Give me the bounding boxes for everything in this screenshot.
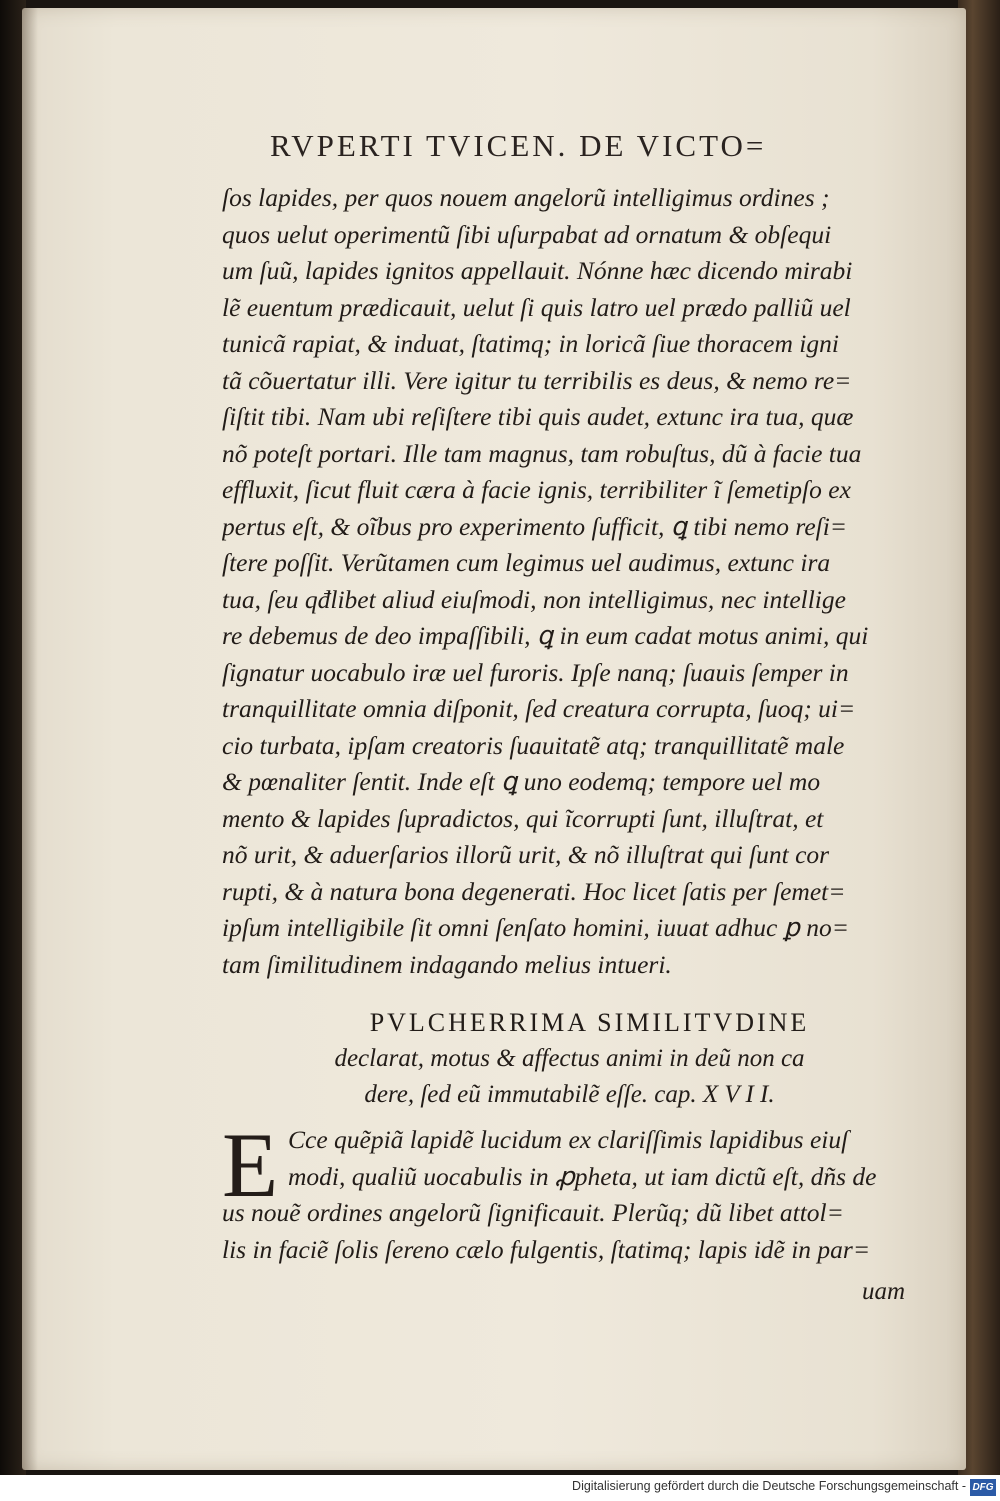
text-line: us nouẽ ordines angelorũ ſignificauit. Plerũq; dũ libet attol= [222, 1198, 844, 1227]
text-line: Cce quẽpiã lapidẽ lucidum ex clariſſimis lapidibus eiuſ [288, 1125, 849, 1154]
footer-credit: Digitalisierung gefördert durch die Deutsche Forschungsgemeinschaft - [572, 1479, 966, 1493]
paragraph-chapter-start [222, 1114, 917, 1268]
text-line: um ſuũ, lapides ignitos appellauit. Nónne hæc dicendo mirabi [222, 256, 853, 285]
text-line: tranquillitate omnia diſponit, ſed creatura corrupta, ſuoq; ui= [222, 694, 856, 723]
text-line: ſiſtit tibi. Nam ubi reſiſtere tibi quis audet, extunc ira tua, quæ [222, 402, 854, 431]
text-line: tam ſimilitudinem indagando melius intueri. [222, 949, 672, 979]
drop-cap-initial: E [222, 1114, 279, 1216]
dfg-logo-icon: DFG [970, 1479, 996, 1496]
text-line: rupti, & à natura bona degenerati. Hoc licet ſatis per ſemet= [222, 876, 846, 906]
text-line: lis in faciẽ ſolis ſereno cælo fulgentis, ſtatimq; lapis idẽ in par= [222, 1234, 871, 1264]
text-line: pertus eſt, & oĩbus pro experimento ſufficit, ꝗ tibi nemo reſi= [222, 511, 848, 541]
text-line: nõ urit, & aduerſarios illorũ urit, & nõ illuſtrat qui ſunt cor [222, 840, 830, 869]
text-line: ſtere poſſit. Verũtamen cum legimus uel audimus, extunc ira [222, 548, 831, 577]
text-line: re debemus de deo impaſſibili, ꝗ in eum cadat motus animi, qui [222, 621, 869, 650]
footer-bar [0, 1475, 1000, 1501]
text-line: nõ poteſt portari. Ille tam magnus, tam robuſtus, dũ à facie tua [222, 438, 862, 468]
page-gutter-shadow [22, 8, 38, 1470]
text-line: ipſum intelligibile ſit omni ſenſato homini, iuuat adhuc ꝑ no= [222, 913, 849, 942]
chapter-subtitle-line: declarat, motus & affectus animi in deũ non ca [334, 1045, 805, 1072]
text-line: cio turbata, ipſam creatoris ſuauitatẽ atq; tranquillitatẽ male [222, 730, 845, 760]
chapter-heading [222, 1005, 917, 1113]
catchword: uam [862, 1278, 906, 1305]
text-line: tunicã rapiat, & induat, ſtatimq; in loricã ſiue thoracem igni [222, 329, 839, 358]
text-line: quos uelut operimentũ ſibi uſurpabat ad ornatum & obſequi [222, 219, 832, 249]
text-line: & pœnaliter ſentit. Inde eſt ꝗ uno eodemq; tempore uel mo [222, 767, 821, 796]
chapter-subtitle-line: dere, ſed eũ immutabilẽ eſſe. cap. X V I I. [364, 1081, 775, 1108]
running-head: RVPERTI TVICEN. DE VICTO= [270, 128, 767, 163]
chapter-title: PVLCHERRIMA SIMILITVDINE [369, 1008, 810, 1037]
paragraph-main [222, 180, 917, 983]
text-line: tã cõuertatur illi. Vere igitur tu terribilis es deus, & nemo re= [222, 365, 852, 395]
text-line: mento & lapides ſupradictos, qui ĩcorrupti ſunt, illuſtrat, et [222, 803, 824, 833]
text-line: ſignatur uocabulo iræ uel furoris. Ipſe nanq; ſuauis ſemper in [222, 657, 849, 687]
text-line: ſos lapides, per quos nouem angelorũ intelligimus ordines ; [222, 183, 830, 212]
text-line: modi, qualiũ uocabulis in ꝓpheta, ut iam dictũ eſt, dñs de [288, 1161, 877, 1191]
text-line: tua, ſeu qđlibet aliud eiuſmodi, non intelligimus, nec intellige [222, 584, 846, 614]
text-line: lẽ euentum prædicauit, uelut ſi quis latro uel prædo palliũ uel [222, 292, 851, 322]
text-line: effluxit, ſicut fluit cæra à facie ignis, terribiliter ĩ ſemetipſo ex [222, 475, 851, 504]
